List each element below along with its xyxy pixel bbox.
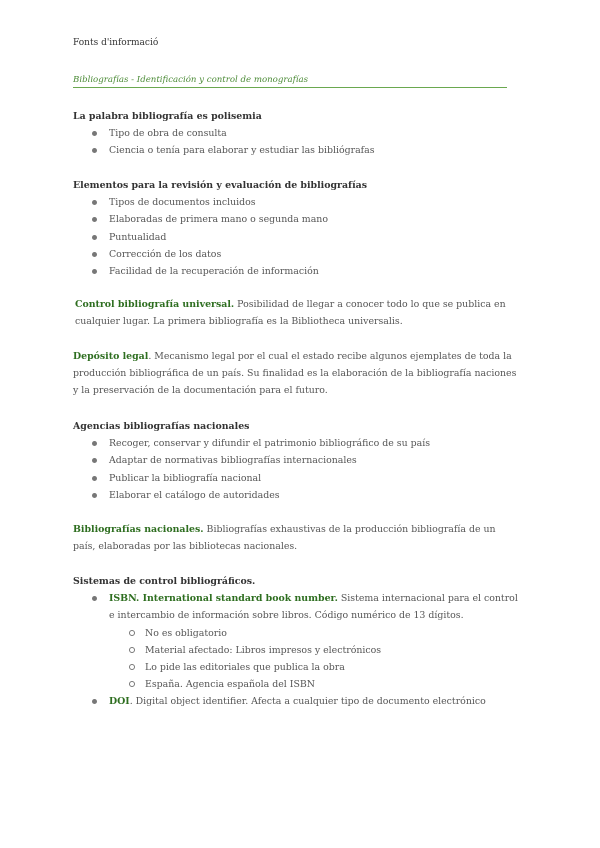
bullet-list	[73, 435, 518, 504]
paragraph-text: . Mecanismo legal por el cual el estado recibe algunos ejemplates de toda la producción bibliográfica de un país. Su finalidad es la elaboración de la bibliografía naciones y la preservación de la documentación para el futuro.	[73, 351, 517, 397]
list-item-doi	[73, 693, 518, 710]
list-item: Puntualidad	[73, 229, 518, 246]
bullet-list	[73, 194, 518, 280]
section-heading: La palabra bibliografía es polisemia	[73, 111, 262, 122]
term-label: ISBN. International standard book number.	[109, 593, 338, 605]
list-item: Elaborar el catálogo de autoridades	[73, 487, 518, 504]
list-item: Ciencia o tenía para elaborar y estudiar las bibliógrafas	[73, 142, 518, 159]
paragraph-text: Sistema internacional para el control e intercambio de información sobre libros. Código numérico de 13 dígitos.	[109, 593, 518, 622]
section-agencias	[73, 418, 518, 504]
bullet-list	[73, 590, 518, 624]
section-elementos	[73, 177, 518, 280]
bullet-list	[73, 125, 518, 159]
list-item: Elaboradas de primera mano o segunda mano	[73, 211, 518, 228]
section-sistemas	[73, 573, 518, 711]
paragraph-text: Posibilidad de llegar a conocer todo lo que se publica en cualquier lugar. La primera bibliografía es la Bibliotheca universalis.	[75, 299, 506, 328]
section-polisemia	[73, 108, 518, 160]
list-item: Publicar la bibliografía nacional	[73, 470, 518, 487]
section-heading: Elementos para la revisión y evaluación de bibliografías	[73, 180, 367, 191]
paragraph-bibliografias-nacionales	[73, 521, 518, 555]
sub-list-item: Lo pide las editoriales que publica la obra	[73, 659, 518, 676]
list-item: Tipos de documentos incluidos	[73, 194, 518, 211]
list-item: Adaptar de normativas bibliografías internacionales	[73, 452, 518, 469]
term-label: Depósito legal	[73, 351, 149, 362]
term-label: Control bibliografía universal.	[75, 299, 235, 310]
list-item: Facilidad de la recuperación de información	[73, 263, 518, 280]
sub-list-item: España. Agencia española del ISBN	[73, 676, 518, 693]
paragraph-text: . Digital object identifier. Afecta a cualquier tipo de documento electrónico	[129, 696, 486, 708]
list-item: Tipo de obra de consulta	[73, 125, 518, 142]
bullet-list	[73, 693, 518, 710]
section-heading: Agencias bibliografías nacionales	[73, 421, 250, 432]
term-label: DOI	[109, 696, 130, 708]
header-title: Fonts d'informació	[73, 38, 159, 48]
topic-title: Bibliografías - Identificación y control de monografías	[73, 75, 507, 88]
sub-list-item: No es obligatorio	[73, 625, 518, 642]
list-item-isbn	[73, 590, 518, 624]
list-item: Recoger, conservar y difundir el patrimonio bibliográfico de su país	[73, 435, 518, 452]
paragraph-control-universal	[73, 296, 520, 330]
section-heading: Sistemas de control bibliográficos.	[73, 576, 256, 587]
sub-list-item: Material afectado: Libros impresos y electrónicos	[73, 642, 518, 659]
paragraph-text: Bibliografías exhaustivas de la producción bibliografía de un país, elaboradas por las bibliotecas nacionales.	[73, 524, 496, 553]
sub-bullet-list	[73, 625, 518, 694]
term-label: Bibliografías nacionales.	[73, 524, 204, 535]
paragraph-deposito-legal	[73, 348, 518, 400]
list-item: Corrección de los datos	[73, 246, 518, 263]
